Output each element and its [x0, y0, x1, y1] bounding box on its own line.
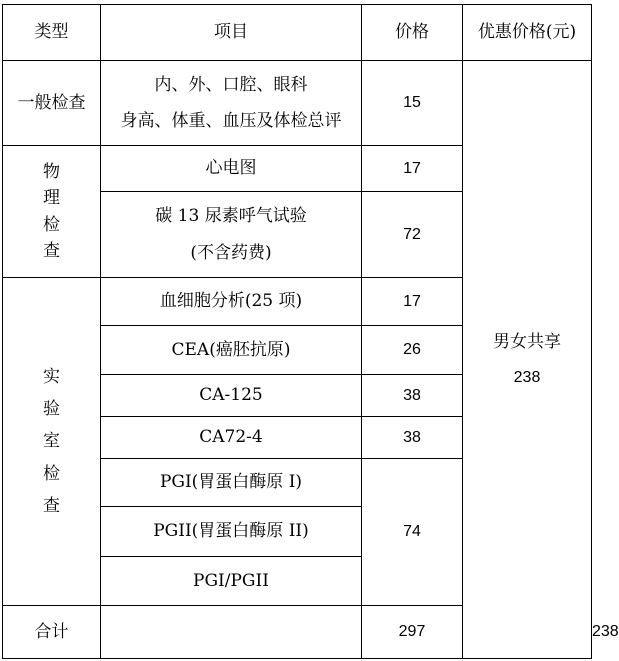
item-breath-line1: 碳 13 尿素呼气试验 — [155, 206, 307, 227]
header-row — [3, 5, 592, 61]
header-discount: 优惠价格(元) — [463, 5, 592, 61]
item-ca724: CA72-4 — [101, 417, 362, 459]
price-general: 15 — [362, 61, 463, 146]
item-general — [101, 61, 362, 146]
type-physical-char: 检 — [43, 214, 60, 235]
discount-value: 238 — [513, 369, 541, 387]
price-ca724: 38 — [362, 417, 463, 459]
header-price: 价格 — [362, 5, 463, 61]
item-pgii: PGII(胃蛋白酶原 II) — [101, 507, 362, 557]
type-physical — [3, 146, 101, 278]
item-cbc: 血细胞分析(25 项) — [101, 278, 362, 326]
header-type: 类型 — [3, 5, 101, 61]
price-ca125: 38 — [362, 375, 463, 417]
price-ecg: 17 — [362, 146, 463, 192]
type-physical-char: 物 — [43, 161, 60, 182]
total-item — [101, 606, 362, 659]
total-row: 合计 297 238 — [3, 606, 592, 659]
item-ca125: CA-125 — [101, 375, 362, 417]
type-lab-char: 检 — [43, 463, 60, 484]
item-breath-line2: (不含药费) — [190, 242, 272, 263]
item-pg-ratio: PGI/PGII — [101, 557, 362, 606]
price-cea: 26 — [362, 326, 463, 375]
item-general-line1: 内、外、口腔、眼科 — [154, 74, 308, 95]
item-cea: CEA(癌胚抗原) — [101, 326, 362, 375]
type-lab-char: 实 — [43, 366, 60, 387]
type-physical-char: 查 — [43, 240, 60, 261]
item-pgi: PGI(胃蛋白酶原 I) — [101, 459, 362, 507]
checkup-price-table — [2, 4, 619, 659]
type-general: 一般检查 — [3, 61, 101, 146]
type-lab-char: 查 — [43, 496, 60, 517]
item-breath-test — [101, 192, 362, 278]
discount-shared-cell — [463, 61, 592, 659]
item-general-line2: 身高、体重、血压及体检总评 — [120, 111, 342, 131]
total-price: 297 — [362, 606, 463, 659]
total-label: 合计 — [3, 606, 101, 659]
item-ecg: 心电图 — [101, 146, 362, 192]
type-lab-char: 验 — [43, 398, 60, 419]
price-breath-test: 72 — [362, 192, 463, 278]
type-physical-char: 理 — [43, 188, 60, 209]
table-row — [3, 61, 592, 146]
price-pepsinogen: 74 — [362, 459, 463, 606]
header-item: 项目 — [101, 5, 362, 61]
discount-label: 男女共享 — [493, 331, 561, 352]
price-cbc: 17 — [362, 278, 463, 326]
type-lab-char: 室 — [43, 431, 60, 452]
type-lab — [3, 278, 101, 606]
